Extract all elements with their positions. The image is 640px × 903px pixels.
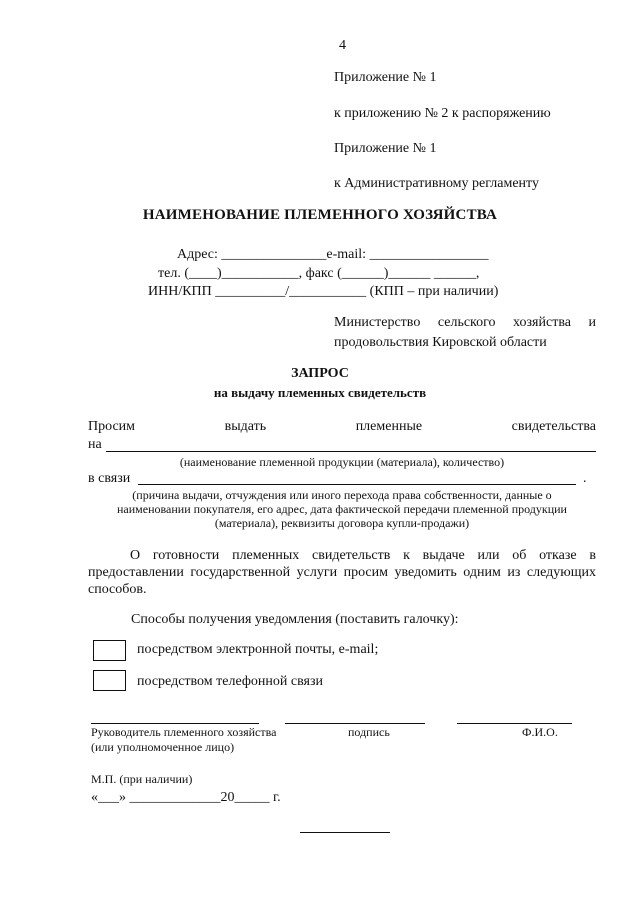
request-subtitle: на выдачу племенных свидетельств: [213, 385, 427, 400]
product-label: на: [88, 437, 102, 452]
email-method-label: посредством электронной почты, e-mail;: [137, 642, 379, 657]
date-line: «___» _____________20_____ г.: [91, 790, 281, 805]
page-number: 4: [339, 38, 346, 53]
name-signature-line: [457, 723, 572, 724]
reason-hint-2: наименовании покупателя, его адрес, дата фактической передачи племенной продукции: [117, 502, 567, 516]
appendix-reference-2: к Административному регламенту: [334, 176, 539, 191]
recipient-ministry: Министерство сельского хозяйства и продовольствия Кировской области: [334, 315, 596, 350]
reason-hint-1: (причина выдачи, отчуждения или иного перехода права собственности, данные о: [132, 488, 552, 502]
appendix-label: Приложение № 1: [334, 70, 437, 85]
stamp-label: М.П. (при наличии): [91, 772, 193, 786]
notice-paragraph: О готовности племенных свидетельств к выдаче или об отказе в предоставлении государственной услуги просим уведомить одним из следующих способов.: [88, 548, 596, 597]
request-word: Просим: [88, 419, 136, 434]
appendix-label-2: Приложение № 1: [334, 141, 437, 156]
address-email-line: Адрес: _______________e-mail: _________________: [177, 247, 489, 262]
request-word: выдать: [224, 419, 267, 434]
email-method-checkbox[interactable]: [93, 640, 126, 661]
head-label: Руководитель племенного хозяйства: [91, 725, 277, 739]
reason-label: в связи: [88, 471, 131, 486]
sign-label: подпись: [348, 725, 390, 739]
request-title: ЗАПРОС: [291, 366, 349, 381]
head-note: (или уполномоченное лицо): [91, 740, 235, 754]
sign-signature-line: [285, 723, 425, 724]
request-intro-line: [88, 419, 596, 435]
phone-method-label: посредством телефонной связи: [137, 674, 323, 689]
footer-divider: [300, 832, 390, 833]
name-label: Ф.И.О.: [522, 725, 558, 739]
methods-heading: Способы получения уведомления (поставить галочку):: [131, 612, 459, 627]
reason-field-line: [138, 484, 576, 485]
appendix-reference: к приложению № 2 к распоряжению: [334, 106, 551, 121]
head-signature-line: [91, 723, 259, 724]
document-title: НАИМЕНОВАНИЕ ПЛЕМЕННОГО ХОЗЯЙСТВА: [142, 207, 498, 223]
reason-hint-3: (материала), реквизиты договора купли-продажи): [214, 516, 470, 530]
request-word: свидетельства: [511, 419, 596, 434]
phone-method-checkbox[interactable]: [93, 670, 126, 691]
request-word: племенные: [355, 419, 423, 434]
product-field-line: [106, 451, 596, 452]
inn-kpp-line: ИНН/КПП __________/___________ (КПП – при наличии): [148, 284, 499, 299]
reason-line-end: .: [583, 471, 587, 486]
product-hint: (наименование племенной продукции (материала), количество): [179, 455, 505, 469]
phone-fax-line: тел. (____)___________, факс (______)______ ______,: [158, 266, 480, 281]
